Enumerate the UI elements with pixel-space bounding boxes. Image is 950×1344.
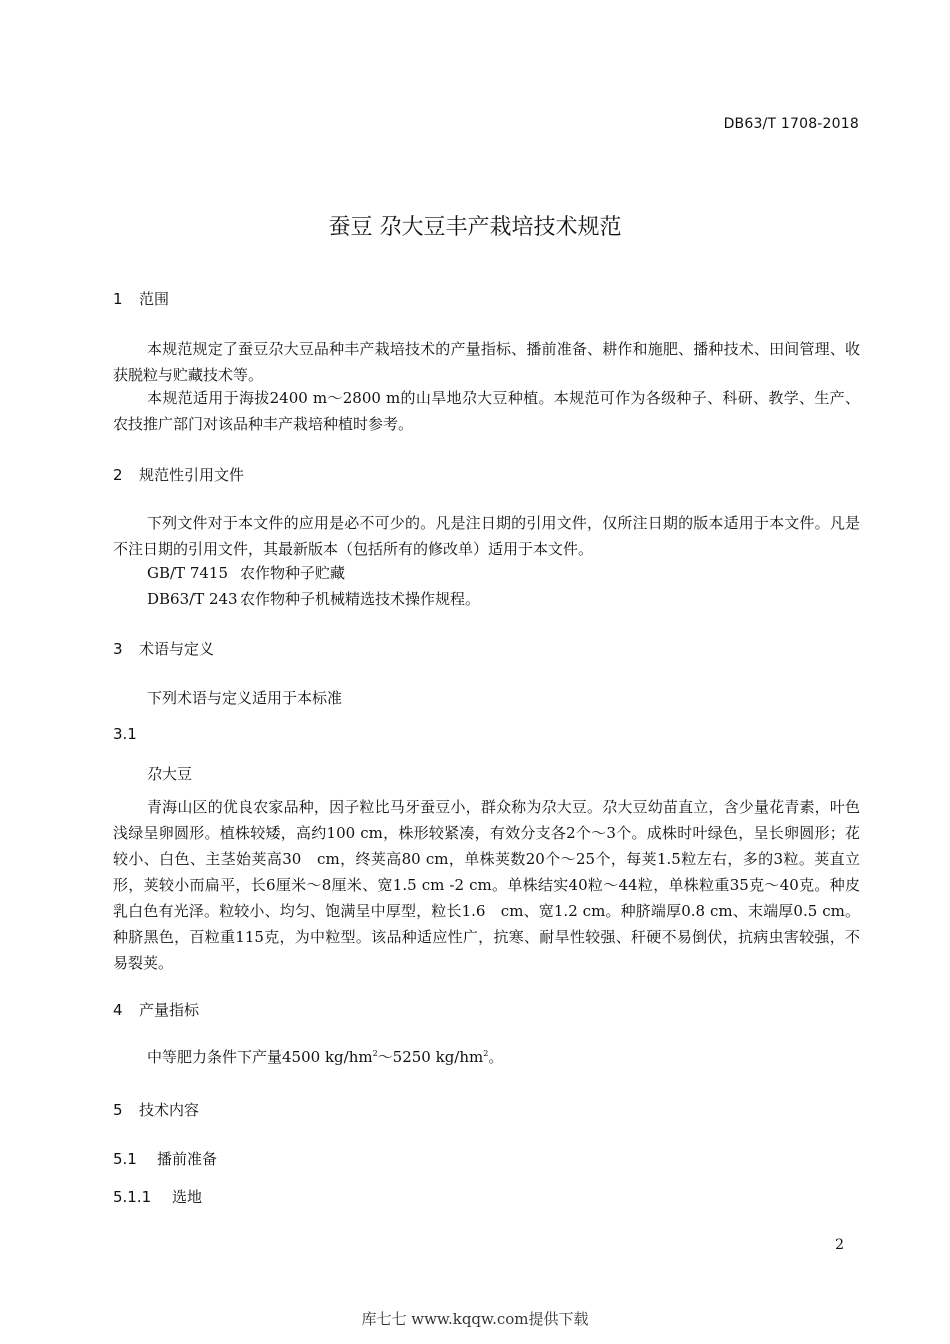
section-3-heading [113,638,214,659]
reference-item [147,588,480,609]
page-number: 2 [835,1237,844,1253]
yield-text-start: 中等肥力条件下产量4500 kg/hm [147,1048,373,1066]
section-number: 5.1.1 [113,1188,152,1206]
section-5-heading [113,1099,199,1120]
references-paragraph: 下列文件对于本文件的应用是必不可少的。凡是注日期的引用文件，仅所注日期的版本适用于本文件。凡是不注日期的引用文件，其最新版本（包括所有的修改单）适用于本文件。 [113,514,860,558]
reference-item [147,562,345,583]
reference-code: DB63/T 243 [147,590,238,608]
section-title: 范围 [139,290,170,308]
section-title: 规范性引用文件 [139,466,245,484]
term-definition: 青海山区的优良农家品种，因子粒比马牙蚕豆小，群众称为尕大豆。尕大豆幼苗直立，含少量花青素，叶色浅绿呈卵圆形。植株较矮，高约100 cm，株形较紧凑，有效分支各2个～3个。成株时叶绿色，呈长卵圆形；花较小、白色、主茎始荚高30 cm，终荚高80 cm，单株荚数20个～25个，每荚1.5粒左右，多的3粒。荚直立形，荚较小而扁平，长6厘米～8厘米、宽1.5 cm -2 cm。单株结实40粒～44粒，单株粒重35克～40克。种皮乳白色有光泽。粒较小、均匀、饱满呈中厚型，粒长1.6 cm、宽1.2 cm。种脐端厚0.8 cm、末端厚0.5 cm。种脐黑色，百粒重115克，为中粒型。该品种适应性广，抗寒、耐旱性较强、秆硬不易倒伏，抗病虫害较强，不易裂荚。 [113,798,860,972]
subsection-5-1-heading [113,1148,217,1169]
section-2-heading [113,464,244,485]
scope-paragraph-2: 本规范适用于海拔2400 m～2800 m的山旱地尕大豆种植。本规范可作为各级种子、科研、教学、生产、农技推广部门对该品种丰产栽培种植时参考。 [113,389,860,433]
reference-code: GB/T 7415 [147,564,229,582]
section-number: 3 [113,640,123,658]
yield-target-paragraph [147,1046,503,1067]
section-number: 1 [113,290,123,308]
subsection-5-1-1-heading [113,1186,202,1207]
section-title: 产量指标 [139,1001,200,1019]
section-1-heading [113,288,169,309]
section-number: 5 [113,1101,123,1119]
section-number: 2 [113,466,123,484]
section-4-heading [113,999,199,1020]
superscript: 2 [483,1049,489,1058]
section-number: 5.1 [113,1150,137,1168]
section-number: 4 [113,1001,123,1019]
section-title: 技术内容 [139,1101,200,1119]
yield-text-middle: ～5250 kg/hm [377,1048,484,1066]
section-title: 术语与定义 [139,640,215,658]
document-code: DB63/T 1708-2018 [723,116,859,132]
reference-name: 农作物种子机械精选技术操作规程。 [240,590,481,608]
subsection-3-1-number: 3.1 [113,725,137,743]
section-title: 播前准备 [157,1150,218,1168]
yield-text-end: 。 [488,1048,504,1066]
reference-name: 农作物种子贮藏 [240,564,346,582]
document-title: 蚕豆 尕大豆丰产栽培技术规范 [328,215,622,240]
download-footer: 库七七 www.kqqw.com提供下载 [361,1310,589,1328]
scope-paragraph-1: 本规范规定了蚕豆尕大豆品种丰产栽培技术的产量指标、播前准备、耕作和施肥、播种技术、田间管理、收获脱粒与贮藏技术等。 [113,340,860,384]
superscript: 2 [372,1049,378,1058]
term-name: 尕大豆 [147,765,193,783]
section-title: 选地 [172,1188,203,1206]
terms-intro: 下列术语与定义适用于本标准 [147,689,343,707]
